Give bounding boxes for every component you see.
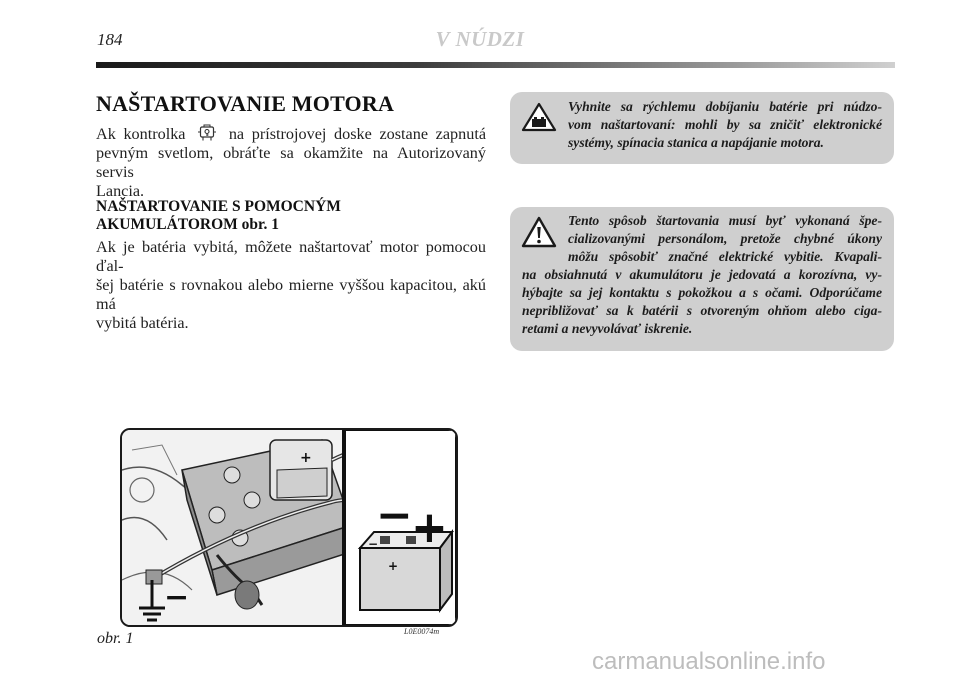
page-number: 184 [97,30,123,49]
subheading-jump-start [96,198,341,234]
warning-box1-line1: Vyhnite sa rýchlemu dobíjaniu batérie pri núdzo- [568,99,882,114]
warning-box2-line6: nepribližovať sa k batérii s otvoreným ohňom alebo ciga- [522,303,882,318]
jump-start-diagram [122,430,456,625]
heading-starting-engine: NAŠTARTOVANIE MOTORA [96,91,395,116]
aux-battery-plus-label: + [388,559,399,573]
paragraph-indicator-line1 [96,124,486,144]
warning-box2-line7: retami a nevyvolávať iskrenie. [522,321,693,336]
header-rule [96,62,895,68]
warning-box2-line5: hýbajte sa jej kontaktu s pokožkou a s očami. Odporúčame [522,285,882,300]
paragraph-jump-line2: šej batérie s rovnakou alebo mierne vyššou kapacitou, akú má [96,276,486,313]
engine-immobilizer-warning-icon [197,124,217,142]
car-battery-plus-label: + [300,450,312,466]
warning-box2-line1: Tento spôsob štartovania musí byť vykonaná špe- [568,213,882,228]
paragraph-indicator-line1-after: na prístrojovej doske zostane zapnutá [228,125,487,143]
warning-triangle-icon [521,216,557,248]
warning-box1-line2: vom naštartovaní: mohli by sa zničiť elektronické [568,117,882,132]
paragraph-indicator [96,124,486,201]
warning-box-personnel [510,207,894,351]
warning-box2-line4: na obsiahnutá v akumulátoru je jedovatá a korozívna, vy- [522,267,882,282]
warning-box-fast-charge [510,92,894,164]
ground-minus-label: − [164,580,190,615]
figure-jump-start-illustration [120,428,458,627]
warning-box2-line2: cializovanými personálom, pretože chybné úkony [568,231,882,246]
watermark: carmanualsonline.info [592,648,826,675]
paragraph-indicator-before-icon: Ak kontrolka [96,125,186,143]
paragraph-indicator-line2: pevným svetlom, obráťte sa okamžite na Autorizovaný servis [96,144,486,181]
paragraph-jump-line3: vybitá batéria. [96,314,189,332]
paragraph-jump-start [96,238,486,333]
warning-box1-line3: systémy, spínacia stanica a napájanie motora. [568,135,824,150]
section-title: V NÚDZI [435,27,525,51]
paragraph-jump-line1: Ak je batéria vybitá, môžete naštartovať motor pomocou ďal- [96,238,486,275]
minus-symbol: − [376,490,413,541]
aux-battery-minus-label: − [368,537,379,551]
plus-symbol: + [411,502,448,553]
figure-code: L0E0074m [404,627,440,636]
subheading-line1: NAŠTARTOVANIE S POMOCNÝM [96,198,341,215]
subheading-line2: AKUMULÁTOROM obr. 1 [96,216,279,233]
figure-caption: obr. 1 [97,630,134,647]
battery-caution-triangle-icon [521,102,557,132]
paragraph-indicator-line3: Lancia. [96,182,145,200]
warning-box2-line3: môžu spôsobiť značné elektrické vybitie. Kvapali- [568,249,882,264]
